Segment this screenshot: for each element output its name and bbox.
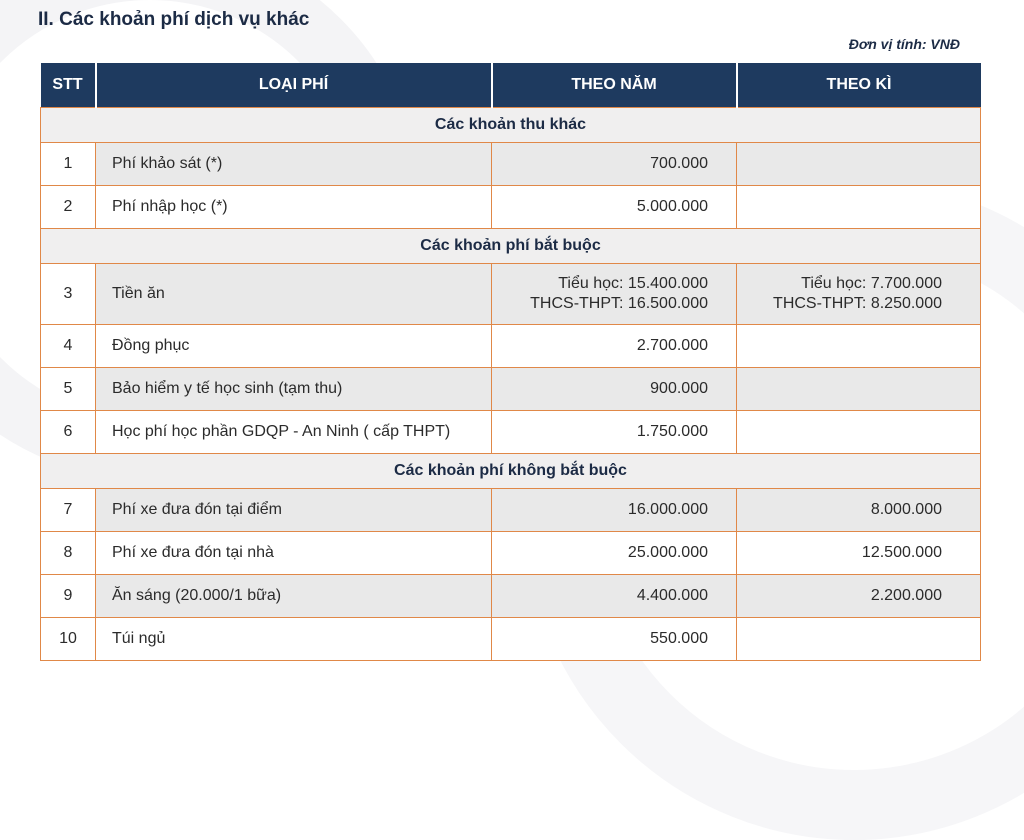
per-year-value: 900.000 [650,380,708,397]
per-term-value: THCS-THPT: 8.250.000 [773,295,942,312]
per-year-value: THCS-THPT: 16.500.000 [530,295,708,312]
per-term-cell [737,618,981,661]
table-row [41,368,981,411]
table-header-row [41,63,981,108]
stt-cell: 2 [41,186,96,229]
per-term-cell [737,411,981,454]
section-title-cell: Các khoản phí không bắt buộc [41,454,981,489]
per-term-cell [737,368,981,411]
per-year-value: 25.000.000 [627,544,708,561]
per-term-cell [737,575,981,618]
table-row [41,325,981,368]
section-title-cell: Các khoản phí bắt buộc [41,229,981,264]
section-row [41,229,981,264]
fee-type-cell: Túi ngủ [96,618,492,661]
per-term-value: 12.500.000 [861,544,942,561]
table-row [41,186,981,229]
per-term-cell [737,489,981,532]
per-year-cell [492,532,737,575]
unit-label: Đơn vị tính: VNĐ [848,36,960,52]
header-per-term: THEO KÌ [737,63,981,108]
fee-type-cell: Phí nhập học (*) [96,186,492,229]
per-year-cell [492,264,737,325]
header-stt: STT [41,63,96,108]
stt-cell: 6 [41,411,96,454]
per-term-value: 2.200.000 [870,587,942,604]
table-row [41,143,981,186]
table-row [41,575,981,618]
fee-table [40,63,981,661]
per-year-value: 1.750.000 [636,423,708,440]
per-year-value: 16.000.000 [627,501,708,518]
per-term-cell [737,143,981,186]
stt-cell: 9 [41,575,96,618]
per-year-value: 550.000 [650,630,708,647]
stt-cell: 1 [41,143,96,186]
section-title-cell: Các khoản thu khác [41,108,981,143]
stt-cell: 8 [41,532,96,575]
header-fee-type: LOẠI PHÍ [96,63,492,108]
stt-cell: 3 [41,264,96,325]
stt-cell: 10 [41,618,96,661]
fee-type-cell: Tiền ăn [96,264,492,325]
per-year-cell [492,143,737,186]
table-row [41,489,981,532]
per-year-cell [492,575,737,618]
table-row [41,618,981,661]
per-year-cell [492,489,737,532]
fee-type-cell: Học phí học phần GDQP - An Ninh ( cấp THPT) [96,411,492,454]
stt-cell: 5 [41,368,96,411]
fee-type-cell: Ăn sáng (20.000/1 bữa) [96,575,492,618]
per-term-value: Tiểu học: 7.700.000 [801,275,942,292]
per-year-cell [492,186,737,229]
per-year-value: Tiểu học: 15.400.000 [558,275,708,292]
table-body [41,108,981,661]
per-year-cell [492,411,737,454]
fee-type-cell: Đồng phục [96,325,492,368]
per-term-cell [737,186,981,229]
per-term-cell [737,532,981,575]
per-year-cell [492,325,737,368]
per-term-cell [737,325,981,368]
per-year-value: 2.700.000 [636,337,708,354]
fee-type-cell: Bảo hiểm y tế học sinh (tạm thu) [96,368,492,411]
table-row [41,411,981,454]
stt-cell: 4 [41,325,96,368]
table-row [41,532,981,575]
section-row [41,454,981,489]
per-year-cell [492,618,737,661]
per-year-cell [492,368,737,411]
fee-type-cell: Phí xe đưa đón tại nhà [96,532,492,575]
per-term-value: 8.000.000 [870,501,942,518]
per-year-value: 5.000.000 [636,198,708,215]
per-term-cell [737,264,981,325]
fee-type-cell: Phí khảo sát (*) [96,143,492,186]
fee-type-cell: Phí xe đưa đón tại điểm [96,489,492,532]
per-year-value: 4.400.000 [636,587,708,604]
section-row [41,108,981,143]
table-row [41,264,981,325]
section-title: II. Các khoản phí dịch vụ khác [38,9,310,30]
per-year-value: 700.000 [650,155,708,172]
header-per-year: THEO NĂM [492,63,737,108]
stt-cell: 7 [41,489,96,532]
